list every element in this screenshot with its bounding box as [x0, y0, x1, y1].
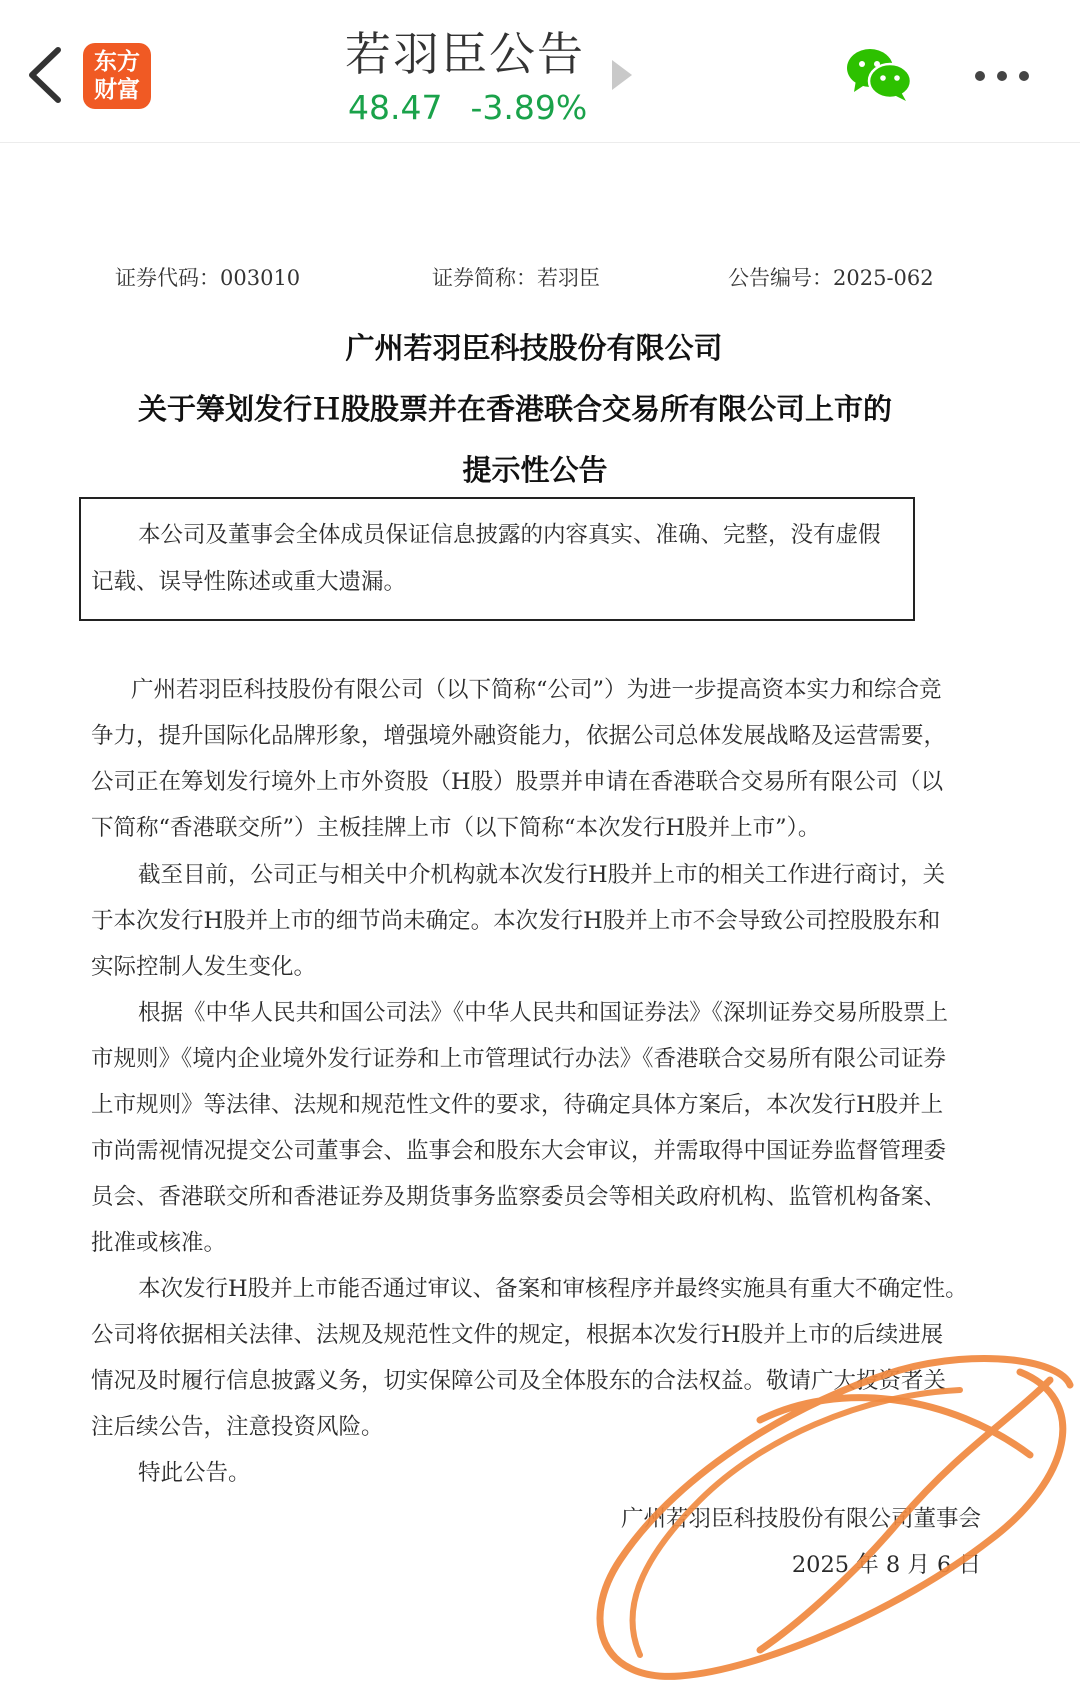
- price-change: -3.89%: [470, 88, 588, 127]
- wechat-icon: [846, 46, 912, 102]
- logo-text-line2: 财富: [94, 77, 140, 103]
- doc-title-line-1: 广州若羽臣科技股份有限公司: [345, 331, 723, 365]
- security-short-name: 证券简称：若羽臣: [432, 266, 600, 290]
- play-icon: [612, 60, 632, 90]
- eastmoney-logo[interactable]: [83, 43, 151, 109]
- wechat-share-button[interactable]: [846, 46, 912, 102]
- more-icon: [972, 58, 1032, 94]
- page-title: 若羽臣公告: [345, 27, 585, 81]
- logo-text-line1: 东方: [94, 49, 140, 75]
- body-line: 公司将依据相关法律、法规及规范性文件的规定，根据本次发行H股并上市的后续进展: [91, 1322, 944, 1348]
- back-arrow-icon: [18, 40, 72, 110]
- body-line: 批准或核准。: [91, 1230, 227, 1256]
- doc-title-line-3: 提示性公告: [462, 453, 608, 487]
- body-line: 市规则》《境内企业境外发行证券和上市管理试行办法》《香港联合交易所有限公司证券: [91, 1046, 947, 1072]
- body-line: 员会、香港联交所和香港证券及期货事务监察委员会等相关政府机构、监管机构备案、: [91, 1184, 947, 1210]
- body-line: 情况及时履行信息披露义务，切实保障公司及全体股东的合法权益。敬请广大投资者关: [91, 1368, 947, 1394]
- body-line: 上市规则》等法律、法规和规范性文件的要求，待确定具体方案后，本次发行H股并上: [91, 1092, 944, 1118]
- body-line: 截至目前，公司正与相关中介机构就本次发行H股并上市的相关工作进行商讨，关: [138, 862, 946, 888]
- issue-date: 2025 年 8 月 6 日: [791, 1552, 981, 1578]
- stock-price: 48.47: [348, 88, 443, 127]
- body-line: 市尚需视情况提交公司董事会、监事会和股东大会审议，并需取得中国证券监督管理委: [91, 1138, 947, 1164]
- price-line: [348, 88, 638, 127]
- closing-line: 特此公告。: [138, 1460, 251, 1486]
- body-line: 下简称“香港联交所”）主板挂牌上市（以下简称“本次发行H股并上市”）。: [91, 815, 821, 841]
- doc-title-line-2: 关于筹划发行Ｈ股股票并在香港联合交易所有限公司上市的: [137, 392, 892, 426]
- body-line: 争力，提升国际化品牌形象，增强境外融资能力，依据公司总体发展战略及运营需要，: [91, 723, 947, 749]
- body-line: 根据《中华人民共和国公司法》《中华人民共和国证券法》《深圳证券交易所股票上: [138, 1000, 949, 1026]
- body-line: 实际控制人发生变化。: [91, 954, 317, 980]
- top-bar: [0, 0, 1080, 143]
- body-line: 于本次发行H股并上市的细节尚未确定。本次发行H股并上市不会导致公司控股股东和: [91, 908, 941, 934]
- more-button[interactable]: [972, 58, 1032, 94]
- notice-number: 公告编号：2025-062: [728, 266, 934, 290]
- body-line: 广州若羽臣科技股份有限公司（以下简称“公司”）为进一步提高资本实力和综合竞: [131, 677, 942, 703]
- security-code: 证券代码：003010: [115, 266, 301, 290]
- body-line: 公司正在筹划发行境外上市外资股（H股）股票并申请在香港联合交易所有限公司（以: [91, 769, 944, 795]
- declaration-line-1: 本公司及董事会全体成员保证信息披露的内容真实、准确、完整，没有虚假: [138, 522, 881, 548]
- back-button[interactable]: [18, 40, 72, 110]
- declaration-box: [79, 497, 915, 621]
- body-line: 本次发行H股并上市能否通过审议、备案和审核程序并最终实施具有重大不确定性。: [138, 1276, 968, 1302]
- signature: 广州若羽臣科技股份有限公司董事会: [620, 1506, 981, 1532]
- body-line: 注后续公告，注意投资风险。: [91, 1414, 384, 1440]
- declaration-line-2: 记载、误导性陈述或重大遗漏。: [91, 569, 407, 595]
